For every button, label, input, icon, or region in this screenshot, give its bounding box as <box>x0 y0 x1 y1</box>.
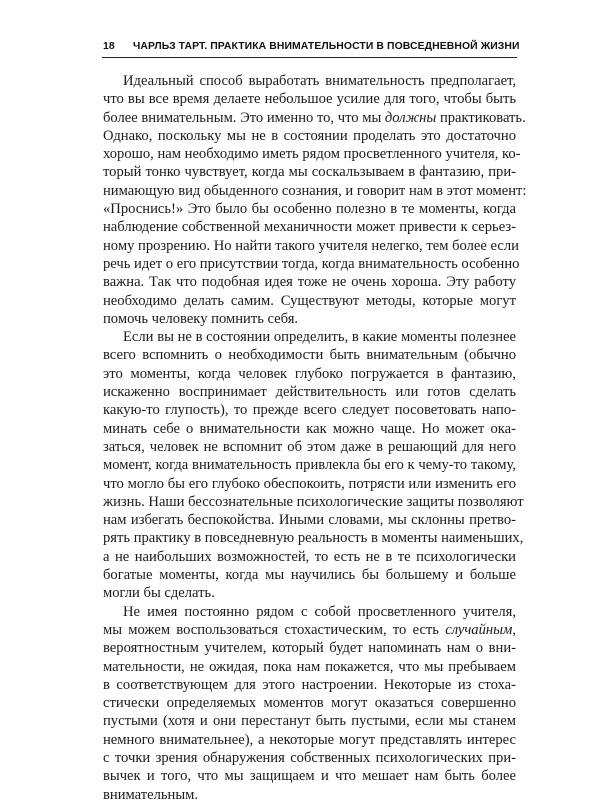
text-line: Если вы не в состоянии определить, в какие моменты полезнее <box>123 329 516 346</box>
text-line: нимающую вид обыденного сознания, и говорит нам в этот момент: <box>103 182 527 199</box>
emphasis: должны <box>384 109 437 126</box>
text-line: речь идет о его присутствии тогда, когда внимательность особенно <box>103 255 520 272</box>
text-line: это моменты, когда человек глубоко погружается в фантазию, <box>103 365 516 382</box>
text-line: жизнь. Наши бессознательные психологические защиты позволяют <box>103 493 524 510</box>
running-title: ЧАРЛЬЗ ТАРТ. ПРАКТИКА ВНИМАТЕЛЬНОСТИ В ПОВСЕДНЕВНОЙ ЖИЗНИ <box>133 41 520 52</box>
text-line: ному прозрению. Но найти такого учителя нелегко, тем более если <box>103 237 519 254</box>
text-line: вычек и того, что мы защищаем и что мешает нам быть более <box>103 768 516 785</box>
paragraph <box>103 72 527 328</box>
text-line: могли бы сделать. <box>103 585 215 602</box>
text-line: пустыми (хотя и они перестанут быть пустыми, если мы станем <box>103 713 516 730</box>
text-line: стически определяемых моментов могут оказаться совершенно <box>103 695 516 712</box>
emphasis: случайным <box>445 621 513 638</box>
text-line: важна. Так что подобная идея тоже не очень хороша. Эту работу <box>103 274 516 291</box>
body-text <box>103 72 527 804</box>
text-line: наблюдение собственной механичности может привести к серьез- <box>103 219 516 236</box>
text-line: торый тонко чувствует, когда мы соскальзываем в фантазию, при- <box>103 164 516 181</box>
text-line: мательности, не ожидая, пока нам покажется, что мы пребываем <box>103 658 516 675</box>
text-line: помочь человеку помнить себя. <box>103 310 299 327</box>
text-line: что могло бы его глубоко обеспокоить, потрясти или изменить его <box>103 475 516 492</box>
text-line: хорошо, нам необходимо иметь рядом просветленного учителя, ко- <box>103 146 521 163</box>
text-line: мы можем воспользоваться стохастическим, то есть случайным, <box>103 621 516 638</box>
text-line: минать себе о внимательности как можно чаще. Но может ока- <box>103 420 516 437</box>
text-line: вероятностным учителем, который будет напоминать нам о вни- <box>103 640 516 657</box>
text-line: какую-то глупость), то прежде всего следует посоветовать напо- <box>103 402 516 419</box>
text-line: нам избегать беспокойства. Иными словами, мы склонны претво- <box>103 512 516 529</box>
text-line: всего вспомнить о необходимости быть внимательным (обычно <box>103 347 516 364</box>
text-line: Не имея постоянно рядом с собой просветленного учителя, <box>123 603 516 620</box>
text-line: немного внимательнее), а некоторые могут представлять интерес <box>103 731 516 748</box>
text-line: момент, когда внимательность привлекла бы его к чему-то такому, <box>103 457 516 474</box>
paragraph <box>103 328 524 602</box>
text-line: с точки зрения обнаружения собственных психологических при- <box>103 749 516 766</box>
page-number: 18 <box>103 41 115 52</box>
header-rule <box>102 57 517 58</box>
text-line: Однако, поскольку мы не в состоянии проделать это достаточно <box>103 127 516 144</box>
paragraph <box>103 603 516 804</box>
text-line: рять практику в повседневную реальность в моменты наименьших, <box>103 530 524 547</box>
text-line: а не наибольших возможностей, то есть не в те психологически <box>103 548 516 565</box>
text-line: в соответствующем для этого настроении. Некоторые из стоха- <box>103 676 516 693</box>
text-line: более внимательным. Это именно то, что мы должны практиковать. <box>103 109 526 126</box>
text-line: заться, человек не вспомнит об этом даже в решающий для него <box>103 438 516 455</box>
text-line: внимательным. <box>103 786 199 803</box>
text-line: что вы все время делаете небольшое усилие для того, чтобы быть <box>103 91 516 108</box>
text-line: «Проснись!» Это было бы особенно полезно в те моменты, когда <box>103 201 516 218</box>
running-head <box>103 41 520 52</box>
text-line: необходимо делать самим. Существуют методы, которые могут <box>103 292 516 309</box>
text-line: искаженно воспринимает действительность или готов сделать <box>103 384 516 401</box>
text-line: богатые моменты, когда мы научились бы большему и больше <box>103 567 516 584</box>
text-line: Идеальный способ выработать внимательность предполагает, <box>123 73 516 89</box>
